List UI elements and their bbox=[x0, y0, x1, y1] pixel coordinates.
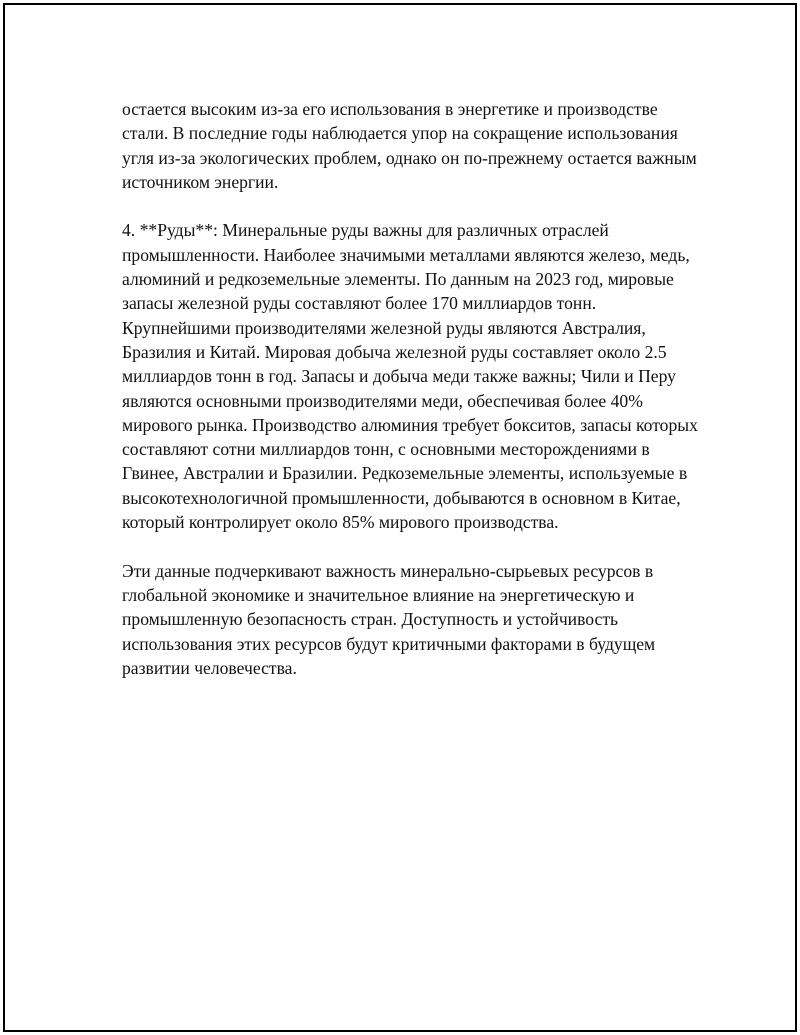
paragraph-ores: 4. **Руды**: Минеральные руды важны для различных отраслей промышленности. Наиболее значимыми металлами являются железо, медь, алюминий и редкоземельные элементы. По данным на 2023 год, мировые запасы железной руды составляют более 170 миллиардов тонн. Крупнейшими производителями железной руды являются Австралия, Бразилия и Китай. Мировая добыча железной руды составляет около 2.5 миллиардов тонн в год. Запасы и добыча меди также важны; Чили и Перу являются основными производителями меди, обеспечивая более 40% мирового рынка. Производство алюминия требует бокситов, запасы которых составляют сотни миллиардов тонн, с основными месторождениями в Гвинее, Австралии и Бразилии. Редкоземельные элементы, используемые в высокотехнологичной промышленности, добываются в основном в Китае, который контролирует около 85% мирового производства. bbox=[122, 220, 698, 533]
paragraph-conclusion: Эти данные подчеркивают важность минерально-сырьевых ресурсов в глобальной экономике и значительное влияние на энергетическую и промышленную безопасность стран. Доступность и устойчивость использования этих ресурсов будут критичными факторами в будущем развитии человечества. bbox=[122, 560, 656, 678]
document-body bbox=[122, 97, 702, 680]
page-frame bbox=[3, 3, 797, 1032]
paragraph-coal-continuation: остается высоким из-за его использования в энергетике и производстве стали. В последние годы наблюдается упор на сокращение использования угля из-за экологических проблем, однако он по-прежнему остается важным источником энергии. bbox=[122, 99, 697, 192]
